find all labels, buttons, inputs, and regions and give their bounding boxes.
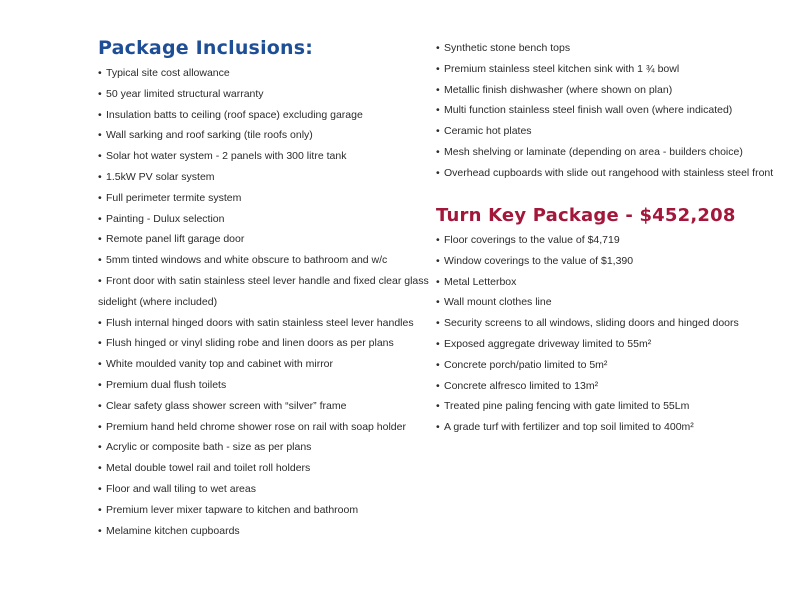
list-item: • Acrylic or composite bath - size as per plans — [98, 437, 429, 458]
list-item: • Multi function stainless steel finish wall oven (where indicated) — [436, 100, 773, 121]
list-item: • Typical site cost allowance — [98, 63, 429, 84]
bullet-icon: • — [98, 233, 102, 246]
list-item: • Premium lever mixer tapware to kitchen and bathroom — [98, 500, 429, 521]
bullet-icon: • — [436, 275, 440, 288]
list-item: • Window coverings to the value of $1,390 — [436, 251, 739, 272]
list-item: • Premium stainless steel kitchen sink with 1 ¾ bowl — [436, 59, 773, 80]
list-item: • Synthetic stone bench tops — [436, 38, 773, 59]
bullet-icon: • — [98, 129, 102, 142]
list-item: • Solar hot water system - 2 panels with 300 litre tank — [98, 146, 429, 167]
package-inclusions-heading: Package Inclusions: — [98, 37, 314, 59]
list-item: • Flush hinged or vinyl sliding robe and linen doors as per plans — [98, 333, 429, 354]
list-item: • Exposed aggregate driveway limited to 55m² — [436, 334, 739, 355]
list-item: • A grade turf with fertilizer and top soil limited to 400m² — [436, 417, 739, 438]
turn-key-list — [436, 230, 739, 438]
bullet-icon: • — [98, 87, 102, 100]
list-item: • Front door with satin stainless steel lever handle and fixed clear glass — [98, 271, 429, 292]
list-item: • Mesh shelving or laminate (depending on area - builders choice) — [436, 142, 773, 163]
bullet-icon: • — [98, 170, 102, 183]
list-item: • Full perimeter termite system — [98, 188, 429, 209]
list-item: • Flush internal hinged doors with satin stainless steel lever handles — [98, 313, 429, 334]
list-item: • Concrete porch/patio limited to 5m² — [436, 355, 739, 376]
bullet-icon: • — [436, 104, 440, 117]
list-item: • Metal double towel rail and toilet roll holders — [98, 458, 429, 479]
list-item: • 1.5kW PV solar system — [98, 167, 429, 188]
bullet-icon: • — [98, 399, 102, 412]
list-item: • Melamine kitchen cupboards — [98, 521, 429, 542]
list-item: • Ceramic hot plates — [436, 121, 773, 142]
bullet-icon: • — [98, 316, 102, 329]
list-item: • Clear safety glass shower screen with “silver” frame — [98, 396, 429, 417]
bullet-icon: • — [436, 145, 440, 158]
list-item: • Premium hand held chrome shower rose on rail with soap holder — [98, 417, 429, 438]
bullet-icon: • — [436, 337, 440, 350]
bullet-icon: • — [436, 254, 440, 267]
bullet-icon: • — [98, 482, 102, 495]
bullet-icon: • — [98, 503, 102, 516]
list-item: • Floor and wall tiling to wet areas — [98, 479, 429, 500]
bullet-icon: • — [436, 317, 440, 330]
bullet-icon: • — [436, 400, 440, 413]
bullet-icon: • — [98, 191, 102, 204]
bullet-icon: • — [98, 108, 102, 121]
list-item: • Remote panel lift garage door — [98, 229, 429, 250]
list-item: • Wall mount clothes line — [436, 292, 739, 313]
bullet-icon: • — [436, 62, 440, 75]
bullet-icon: • — [98, 254, 102, 267]
bullet-icon: • — [436, 296, 440, 309]
bullet-icon: • — [98, 67, 102, 79]
bullet-icon: • — [436, 166, 440, 179]
bullet-icon: • — [98, 358, 102, 371]
bullet-icon: • — [436, 125, 440, 138]
bullet-icon: • — [98, 524, 102, 537]
bullet-icon: • — [436, 83, 440, 96]
inclusions-list-continued — [436, 38, 773, 184]
list-item: • Wall sarking and roof sarking (tile roofs only) — [98, 125, 429, 146]
list-item: • Concrete alfresco limited to 13m² — [436, 376, 739, 397]
bullet-icon: • — [98, 441, 102, 454]
inclusions-list — [98, 63, 429, 541]
list-item: • Security screens to all windows, sliding doors and hinged doors — [436, 313, 739, 334]
bullet-icon: • — [98, 420, 102, 433]
list-item: • Overhead cupboards with slide out rangehood with stainless steel front — [436, 163, 773, 184]
list-item: • Treated pine paling fencing with gate limited to 55Lm — [436, 396, 739, 417]
list-item: • White moulded vanity top and cabinet with mirror — [98, 354, 429, 375]
bullet-icon: • — [436, 421, 440, 434]
bullet-icon: • — [98, 150, 102, 163]
bullet-icon: • — [436, 42, 440, 54]
list-item: • 5mm tinted windows and white obscure to bathroom and w/c — [98, 250, 429, 271]
list-item: • Metal Letterbox — [436, 272, 739, 293]
bullet-icon: • — [98, 462, 102, 475]
list-item: • 50 year limited structural warranty — [98, 84, 429, 105]
list-item: • Painting - Dulux selection — [98, 209, 429, 230]
list-item: • Insulation batts to ceiling (roof space) excluding garage — [98, 105, 429, 126]
list-item: • Premium dual flush toilets — [98, 375, 429, 396]
list-item: • Metallic finish dishwasher (where shown on plan) — [436, 80, 773, 101]
bullet-icon: • — [98, 337, 102, 350]
bullet-icon: • — [98, 212, 102, 225]
turn-key-package-heading: Turn Key Package - $452,208 — [436, 205, 736, 226]
bullet-icon: • — [436, 358, 440, 371]
list-item: • Floor coverings to the value of $4,719 — [436, 230, 739, 251]
bullet-icon: • — [98, 378, 102, 391]
bullet-icon: • — [436, 234, 440, 246]
list-item-continuation: sidelight (where included) — [98, 295, 218, 308]
bullet-icon: • — [436, 379, 440, 392]
bullet-icon: • — [98, 274, 102, 287]
